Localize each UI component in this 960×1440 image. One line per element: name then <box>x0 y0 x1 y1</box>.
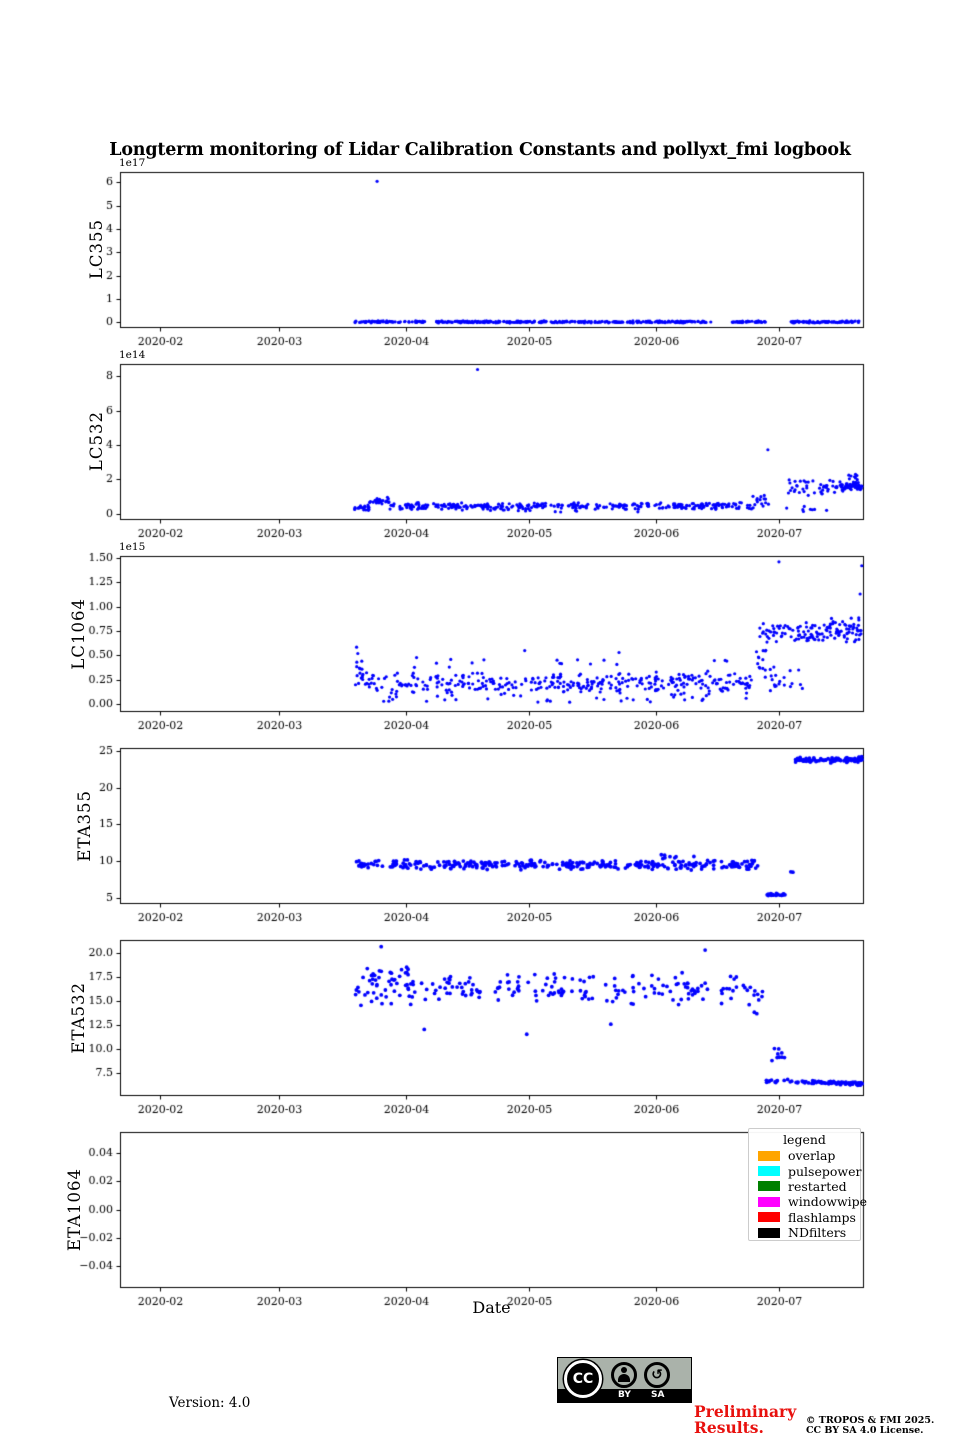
plot-canvas-eta355 <box>0 720 960 926</box>
y-axis-label-lc532: LC532 <box>86 411 106 472</box>
legend-title: legend <box>783 1132 826 1147</box>
scale-offset-lc355: 1e17 <box>119 157 146 169</box>
ndfilters-color-swatch <box>758 1228 780 1238</box>
badge-sa-text: SA <box>651 1390 665 1400</box>
legend-entry-pulsepower: pulsepower <box>749 1163 860 1178</box>
legend-entry-ndfilters: NDfilters <box>749 1225 860 1240</box>
y-axis-label-eta1064: ETA1064 <box>64 1167 84 1252</box>
plot-canvas-eta532 <box>0 912 960 1118</box>
y-axis-label-eta355: ETA355 <box>74 789 94 862</box>
scale-offset-lc1064: 1e15 <box>119 541 146 553</box>
cc-by-sa-badge <box>557 1357 692 1403</box>
legend-entry-windowwipe: windowwipe <box>749 1194 860 1209</box>
copyright-note: © TROPOS & FMI 2025. CC BY SA 4.0 License. <box>806 1415 935 1437</box>
y-axis-label-lc1064: LC1064 <box>68 597 88 670</box>
legend-entry-overlap: overlap <box>749 1148 860 1163</box>
flashlamps-color-swatch <box>758 1212 780 1222</box>
by-person-icon <box>611 1362 637 1388</box>
windowwipe-color-swatch <box>758 1197 780 1207</box>
y-axis-label-eta532: ETA532 <box>68 981 88 1054</box>
plot-canvas-lc1064 <box>0 528 960 734</box>
plot-canvas-lc355 <box>0 144 960 350</box>
cc-logo-icon: CC <box>564 1360 602 1398</box>
legend-entry-restarted: restarted <box>749 1179 860 1194</box>
overlap-color-swatch <box>758 1151 780 1161</box>
scale-offset-lc532: 1e14 <box>119 349 146 361</box>
legend-box <box>748 1128 868 1241</box>
badge-by-text: BY <box>618 1390 631 1400</box>
sa-arrow-icon: ↺ <box>644 1362 670 1388</box>
legend-entry-flashlamps: flashlamps <box>749 1210 860 1225</box>
pulsepower-color-swatch <box>758 1166 780 1176</box>
x-axis-label: Date <box>472 1298 511 1317</box>
y-axis-label-lc355: LC355 <box>86 219 106 280</box>
plot-canvas-lc532 <box>0 336 960 542</box>
restarted-color-swatch <box>758 1181 780 1191</box>
version-text: Version: 4.0 <box>169 1395 251 1411</box>
preliminary-results-note: Preliminary Results. <box>694 1402 797 1437</box>
